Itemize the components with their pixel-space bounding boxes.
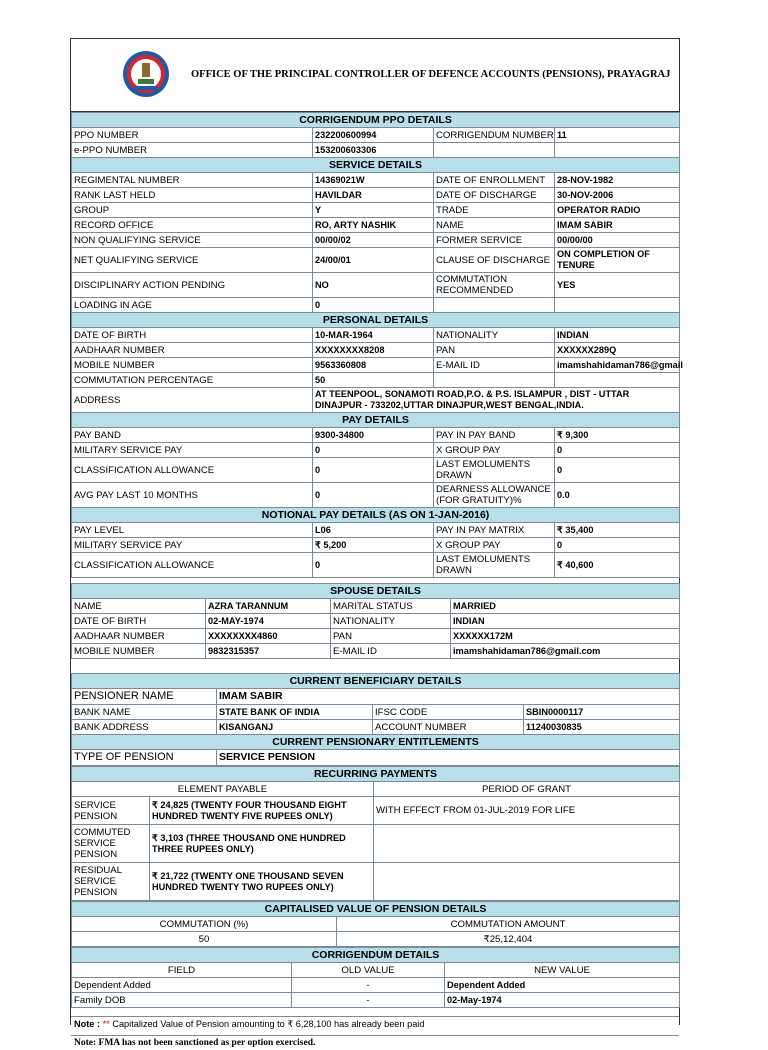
table-header-row	[72, 963, 680, 978]
pension-element-amount: ₹ 24,825 (TWENTY FOUR THOUSAND EIGHT HUNDRED TWENTY FIVE RUPEES ONLY)	[150, 797, 374, 825]
pension-element-name: SERVICE PENSION	[72, 797, 150, 825]
field-label: DATE OF BIRTH	[72, 328, 313, 343]
table-header-row	[72, 782, 680, 797]
field-label: E-MAIL ID	[434, 358, 555, 373]
field-value: 24/00/01	[313, 248, 434, 273]
section-service: SERVICE DETAILS	[72, 158, 680, 173]
field-label: PAY BAND	[72, 428, 313, 443]
address-label: ADDRESS	[72, 388, 313, 413]
pension-type-value: SERVICE PENSION	[217, 750, 680, 766]
field-label: MILITARY SERVICE PAY	[72, 538, 313, 553]
field-value: ₹ 9,300	[555, 428, 680, 443]
table-row	[72, 553, 680, 578]
table-row	[72, 932, 680, 947]
note-fma: Note: FMA has not been sanctioned as per option exercised.	[74, 1038, 316, 1048]
section-entitlements: CURRENT PENSIONARY ENTITLEMENTS	[72, 735, 680, 750]
field-value: XXXXXX289Q	[555, 343, 680, 358]
field-label: PAN	[434, 343, 555, 358]
field-label: PAY IN PAY MATRIX	[434, 523, 555, 538]
field-label: BANK NAME	[72, 705, 217, 720]
field-value: 30-NOV-2006	[555, 188, 680, 203]
table-row	[72, 720, 680, 735]
field-value: IMAM SABIR	[555, 218, 680, 233]
field-label: MOBILE NUMBER	[72, 644, 206, 659]
field-value: 0	[313, 483, 434, 508]
field-label: MILITARY SERVICE PAY	[72, 443, 313, 458]
table-row	[72, 599, 680, 614]
field-value: 0	[555, 538, 680, 553]
field-label: RANK LAST HELD	[72, 188, 313, 203]
field-header: FIELD	[72, 963, 292, 978]
corrigendum-new-value: Dependent Added	[445, 978, 680, 993]
spouse-details-table	[71, 583, 680, 659]
table-row	[72, 173, 680, 188]
field-value: XXXXXX172M	[451, 629, 680, 644]
note-capitalized: Note : ** Capitalized Value of Pension amounting to ₹ 6,28,100 has already been paid	[71, 1017, 679, 1036]
table-row	[72, 629, 680, 644]
section-pay: PAY DETAILS	[72, 413, 680, 428]
table-row	[72, 614, 680, 629]
pension-element-name: RESIDUAL SERVICE PENSION	[72, 863, 150, 901]
field-label: X GROUP PAY	[434, 538, 555, 553]
field-value: SBIN0000117	[524, 705, 680, 720]
field-value: 14369021W	[313, 173, 434, 188]
field-label: MARITAL STATUS	[331, 599, 451, 614]
table-row	[72, 863, 680, 901]
field-value: ₹ 35,400	[555, 523, 680, 538]
ppo-number-value: 232200600994	[313, 128, 434, 143]
field-value: XXXXXXXX8208	[313, 343, 434, 358]
new-value-header: NEW VALUE	[445, 963, 680, 978]
pensioner-name-value: IMAM SABIR	[217, 689, 680, 705]
field-value: 0	[313, 458, 434, 483]
field-label: NATIONALITY	[434, 328, 555, 343]
pension-element-amount: ₹ 3,103 (THREE THOUSAND ONE HUNDRED THREE RUPEES ONLY)	[150, 825, 374, 863]
table-row	[72, 705, 680, 720]
field-value: L06	[313, 523, 434, 538]
pension-type-label: TYPE OF PENSION	[72, 750, 217, 766]
field-label: GROUP	[72, 203, 313, 218]
field-value: 00/00/02	[313, 233, 434, 248]
office-title: OFFICE OF THE PRINCIPAL CONTROLLER OF DEFENCE ACCOUNTS (PENSIONS), PRAYAGRAJ	[191, 69, 671, 80]
field-value: 9300-34800	[313, 428, 434, 443]
field-value: INDIAN	[555, 328, 680, 343]
corrigendum-details-table	[71, 947, 680, 1008]
table-row	[72, 458, 680, 483]
table-row	[72, 188, 680, 203]
field-label: LAST EMOLUMENTS DRAWN	[434, 458, 555, 483]
address-row	[72, 388, 680, 413]
pensioner-row	[72, 689, 680, 705]
field-label: NON QUALIFYING SERVICE	[72, 233, 313, 248]
table-row	[72, 358, 680, 373]
commutation-amount-header: COMMUTATION AMOUNT	[337, 917, 680, 932]
field-label: REGIMENTAL NUMBER	[72, 173, 313, 188]
field-label: AADHAAR NUMBER	[72, 629, 206, 644]
field-label: IFSC CODE	[373, 705, 524, 720]
field-value: AZRA TARANNUM	[206, 599, 331, 614]
field-label: DISCIPLINARY ACTION PENDING	[72, 273, 313, 298]
email-value: imamshahidaman786@gmail.com	[451, 644, 680, 659]
table-row	[72, 203, 680, 218]
field-label: LAST EMOLUMENTS DRAWN	[434, 553, 555, 578]
field-label: BANK ADDRESS	[72, 720, 217, 735]
table-header-row	[72, 917, 680, 932]
section-recurring: RECURRING PAYMENTS	[72, 767, 680, 782]
field-value: 11240030835	[524, 720, 680, 735]
field-value: STATE BANK OF INDIA	[217, 705, 373, 720]
pension-element-period	[374, 863, 680, 901]
table-row	[72, 443, 680, 458]
field-value: MARRIED	[451, 599, 680, 614]
field-label: CLAUSE OF DISCHARGE	[434, 248, 555, 273]
corrigendum-old-value: -	[292, 978, 445, 993]
field-label: RECORD OFFICE	[72, 218, 313, 233]
field-value: KISANGANJ	[217, 720, 373, 735]
field-label: PAN	[331, 629, 451, 644]
field-label: DATE OF BIRTH	[72, 614, 206, 629]
table-row	[72, 523, 680, 538]
field-label: AVG PAY LAST 10 MONTHS	[72, 483, 313, 508]
recurring-payments-table	[71, 766, 680, 901]
commutation-percent-header: COMMUTATION (%)	[72, 917, 337, 932]
table-row	[72, 993, 680, 1008]
pension-element-period: WITH EFFECT FROM 01-JUL-2019 FOR LIFE	[374, 797, 680, 825]
field-value: ₹ 40,600	[555, 553, 680, 578]
pension-element-period	[374, 825, 680, 863]
field-label: NET QUALIFYING SERVICE	[72, 248, 313, 273]
field-label: MOBILE NUMBER	[72, 358, 313, 373]
element-payable-header: ELEMENT PAYABLE	[72, 782, 374, 797]
field-value: OPERATOR RADIO	[555, 203, 680, 218]
field-label: COMMUTATION RECOMMENDED	[434, 273, 555, 298]
email-value: imamshahidaman786@gmail	[555, 358, 680, 373]
corrigendum-number-label: CORRIGENDUM NUMBER	[434, 128, 555, 143]
table-row	[72, 233, 680, 248]
table-row	[72, 373, 680, 388]
field-label: FORMER SERVICE	[434, 233, 555, 248]
field-label: AADHAAR NUMBER	[72, 343, 313, 358]
field-value: ₹ 5,200	[313, 538, 434, 553]
field-label: TRADE	[434, 203, 555, 218]
table-row	[72, 328, 680, 343]
table-row	[72, 343, 680, 358]
pension-element-amount: ₹ 21,722 (TWENTY ONE THOUSAND SEVEN HUNDRED TWENTY TWO RUPEES ONLY)	[150, 863, 374, 901]
table-row	[72, 644, 680, 659]
commutation-percent-value: 50	[72, 932, 337, 947]
table-row	[72, 538, 680, 553]
field-label: NAME	[434, 218, 555, 233]
note-asterisk: **	[102, 1019, 110, 1029]
field-value: INDIAN	[451, 614, 680, 629]
corrigendum-field: Dependent Added	[72, 978, 292, 993]
section-capitalised: CAPITALISED VALUE OF PENSION DETAILS	[72, 902, 680, 917]
field-label: PAY LEVEL	[72, 523, 313, 538]
field-value: YES	[555, 273, 680, 298]
address-value: AT TEENPOOL, SONAMOTI ROAD,P.O. & P.S. ISLAMPUR , DIST - UTTAR DINAJPUR - 733202,UTTAR DINAJPUR,WEST BENGAL,INDIA.	[313, 388, 680, 413]
ppo-number-label: PPO NUMBER	[72, 128, 313, 143]
eppo-row	[72, 143, 680, 158]
corrigendum-new-value: 02-May-1974	[445, 993, 680, 1008]
field-value: XXXXXXXX4860	[206, 629, 331, 644]
field-value: 0	[313, 443, 434, 458]
field-value: 0	[555, 443, 680, 458]
pensioner-name-label: PENSIONER NAME	[72, 689, 217, 705]
field-label: CLASSIFICATION ALLOWANCE	[72, 553, 313, 578]
section-notional-pay: NOTIONAL PAY DETAILS (AS ON 1-JAN-2016)	[72, 508, 680, 523]
field-value: 0	[313, 553, 434, 578]
field-label: CLASSIFICATION ALLOWANCE	[72, 458, 313, 483]
field-value: 0.0	[555, 483, 680, 508]
field-value: 9832315357	[206, 644, 331, 659]
field-label: E-MAIL ID	[331, 644, 451, 659]
table-row	[72, 483, 680, 508]
ppo-row	[72, 128, 680, 143]
period-of-grant-header: PERIOD OF GRANT	[374, 782, 680, 797]
field-value: RO, ARTY NASHIK	[313, 218, 434, 233]
pension-type-row	[72, 750, 680, 766]
corrigendum-number-value: 11	[555, 128, 680, 143]
field-label: ACCOUNT NUMBER	[373, 720, 524, 735]
field-label: NATIONALITY	[331, 614, 451, 629]
section-personal: PERSONAL DETAILS	[72, 313, 680, 328]
field-label: DEARNESS ALLOWANCE (FOR GRATUITY)%	[434, 483, 555, 508]
pension-element-name: COMMUTED SERVICE PENSION	[72, 825, 150, 863]
ppo-details-table	[71, 112, 683, 578]
field-value: ON COMPLETION OF TENURE	[555, 248, 680, 273]
beneficiary-table	[71, 673, 680, 766]
field-value: 0	[313, 298, 434, 313]
field-value: NO	[313, 273, 434, 298]
field-value: HAVILDAR	[313, 188, 434, 203]
field-value: 00/00/00	[555, 233, 680, 248]
emblem-logo-icon	[121, 49, 171, 99]
field-value: 02-MAY-1974	[206, 614, 331, 629]
table-row	[72, 218, 680, 233]
table-row	[72, 797, 680, 825]
eppo-number-label: e-PPO NUMBER	[72, 143, 313, 158]
old-value-header: OLD VALUE	[292, 963, 445, 978]
corrigendum-field: Family DOB	[72, 993, 292, 1008]
ppo-document	[70, 38, 683, 1048]
table-row	[72, 428, 680, 443]
table-row	[72, 298, 680, 313]
field-value: 0	[555, 458, 680, 483]
table-row	[72, 978, 680, 993]
field-label: X GROUP PAY	[434, 443, 555, 458]
field-label: DATE OF DISCHARGE	[434, 188, 555, 203]
field-label: PAY IN PAY BAND	[434, 428, 555, 443]
section-corrigendum: CORRIGENDUM DETAILS	[72, 948, 680, 963]
document-header	[71, 39, 679, 112]
field-label: COMMUTATION PERCENTAGE	[72, 373, 313, 388]
field-label: NAME	[72, 599, 206, 614]
table-row	[72, 825, 680, 863]
section-spouse: SPOUSE DETAILS	[72, 584, 680, 599]
field-value: Y	[313, 203, 434, 218]
commutation-amount-value: ₹25,12,404	[337, 932, 680, 947]
section-corrigendum-ppo: CORRIGENDUM PPO DETAILS	[72, 113, 680, 128]
field-label: LOADING IN AGE	[72, 298, 313, 313]
field-value: 10-MAR-1964	[313, 328, 434, 343]
field-value: 50	[313, 373, 434, 388]
capitalised-value-table	[71, 901, 680, 947]
field-label: DATE OF ENROLLMENT	[434, 173, 555, 188]
corrigendum-old-value: -	[292, 993, 445, 1008]
table-row	[72, 248, 680, 273]
section-beneficiary: CURRENT BENEFICIARY DETAILS	[72, 674, 680, 689]
table-row	[72, 273, 680, 298]
field-value: 9563360808	[313, 358, 434, 373]
field-value: 28-NOV-1982	[555, 173, 680, 188]
eppo-number-value: 153200603306	[313, 143, 434, 158]
